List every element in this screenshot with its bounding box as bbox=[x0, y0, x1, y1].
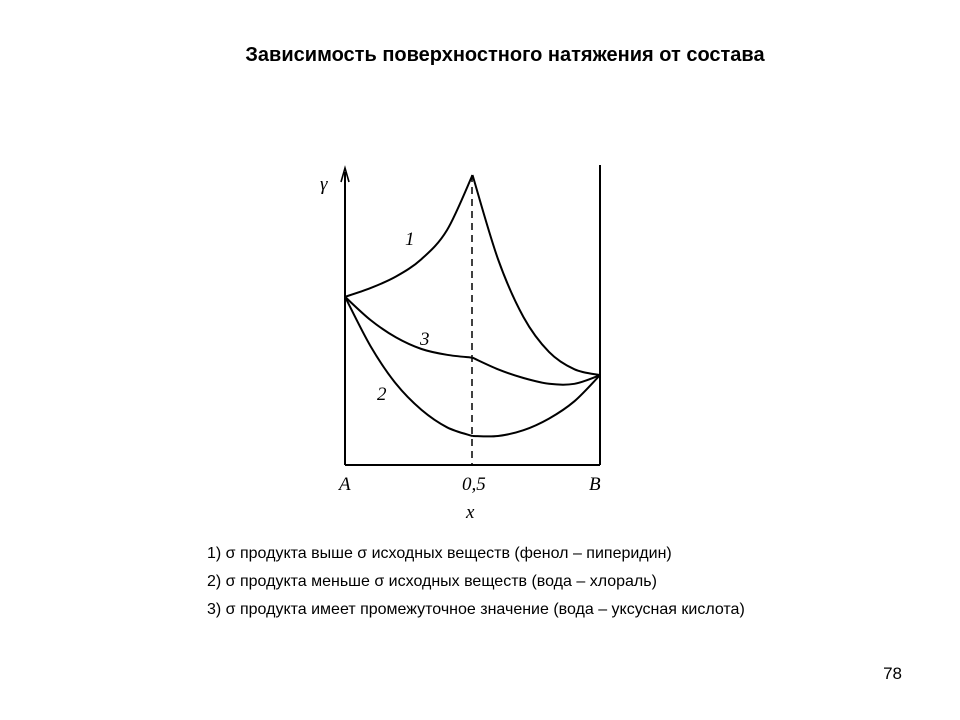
legend-item-2: 2) σ продукта меньше σ исходных веществ (вода – хлораль) bbox=[207, 573, 657, 590]
series-1-curve-2 bbox=[473, 175, 601, 375]
slide-title: Зависимость поверхностного натяжения от состава bbox=[245, 44, 765, 66]
legend-item-1: 1) σ продукта выше σ исходных веществ (фенол – пиперидин) bbox=[207, 545, 672, 562]
x-axis-label: x bbox=[466, 502, 475, 523]
series-3-curve-1 bbox=[345, 297, 473, 358]
x-tick-label-mid: 0,5 bbox=[462, 474, 486, 495]
series-3-label: 3 bbox=[420, 329, 430, 350]
page-number: 78 bbox=[883, 664, 902, 683]
legend-item-3: 3) σ продукта имеет промежуточное значение (вода – уксусная кислота) bbox=[207, 601, 745, 618]
series-2-curve-1 bbox=[345, 297, 473, 436]
series-2-curve-2 bbox=[473, 375, 601, 436]
series-1-label: 1 bbox=[405, 229, 415, 250]
y-axis-label: γ bbox=[320, 174, 328, 195]
series-2-label: 2 bbox=[377, 384, 387, 405]
x-tick-label-a: A bbox=[339, 474, 351, 495]
x-tick-label-b: B bbox=[589, 474, 601, 495]
legend bbox=[207, 540, 745, 624]
